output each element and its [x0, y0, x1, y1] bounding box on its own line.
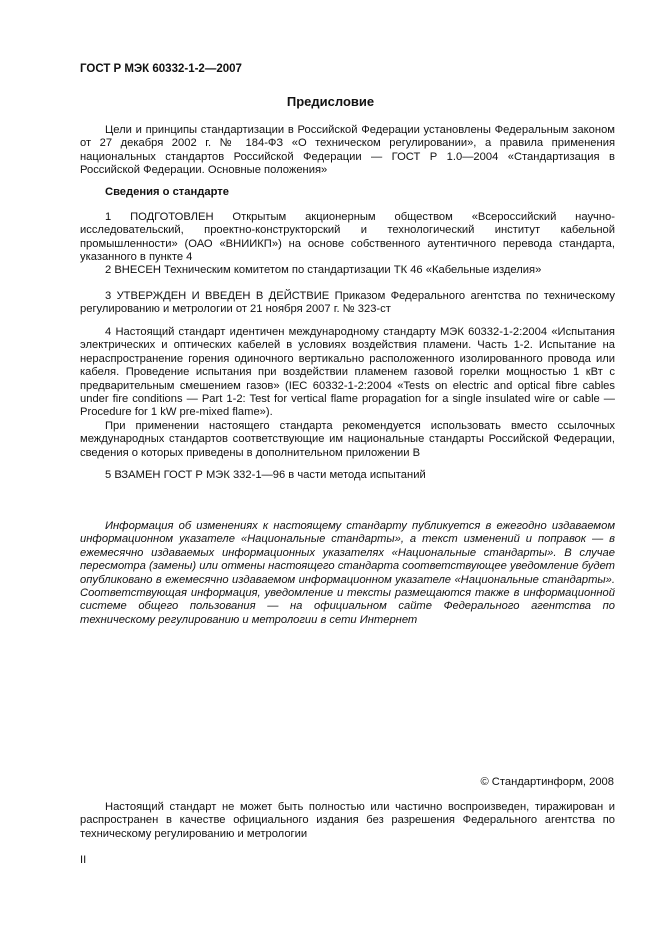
- item-2: [80, 264, 615, 277]
- intro-paragraph: [80, 124, 615, 178]
- item-text: 2 ВНЕСЕН Техническим комитетом по стандартизации ТК 46 «Кабельные изделия»: [105, 264, 542, 276]
- document-header: ГОСТ Р МЭК 60332-1-2—2007: [80, 63, 242, 75]
- subheading: Сведения о стандарте: [105, 186, 229, 198]
- item-text: 5 ВЗАМЕН ГОСТ Р МЭК 332-1—96 в части метода испытаний: [105, 469, 426, 481]
- item-4: [80, 326, 615, 460]
- intro-text: Цели и принципы стандартизации в Российской Федерации установлены Федеральным законом от 27 декабря 2002 г. № 184-ФЗ «О техническом регулировании», а правила применения национальных стандартов Российской Федерации — ГОСТ Р 1.0—2004 «Стандартизация в Российской Федерации. Основные положения»: [80, 124, 615, 177]
- item-text: При применении настоящего стандарта рекомендуется использовать вместо ссылочных международных стандартов соответствующие им национальные стандарты Российской Федерации, сведения о которых приведены в дополнительном приложении В: [80, 419, 615, 459]
- info-notice: [80, 520, 615, 627]
- reproduction-notice-text: Настоящий стандарт не может быть полностью или частично воспроизведен, тиражирован и распространен в качестве официального издания без разрешения Федерального агентства по техническому регулированию и метрологии: [80, 801, 615, 840]
- info-notice-text: Информация об изменениях к настоящему стандарту публикуется в ежегодно издаваемом информационном указателе «Национальные стандарты», а текст изменений и поправок — в ежемесячно издаваемых информационных указателях «Национальные стандарты». В случае пересмотра (замены) или отмены настоящего стандарта соответствующее уведомление будет опубликовано в ежемесячно издаваемом информационном указателе «Национальные стандарты». Соответствующая информация, уведомление и тексты размещаются также в информационной системе общего пользования — на официальном сайте Федерального агентства по техническому регулированию и метрологии в сети Интернет: [80, 520, 615, 626]
- page-number: II: [80, 854, 87, 866]
- item-text: 1 ПОДГОТОВЛЕН Открытым акционерным обществом «Всероссийский научно-исследовательский, проектно-конструкторский и технологический институт кабельной промышленности» (ОАО «ВНИИКП») на основе собственного аутентичного перевода стандарта, указанного в пункте 4: [80, 211, 615, 264]
- item-5: [80, 469, 615, 482]
- item-1: [80, 211, 615, 265]
- copyright: © Стандартинформ, 2008: [480, 776, 614, 788]
- item-text: 4 Настоящий стандарт идентичен международному стандарту МЭК 60332-1-2:2004 «Испытания электрических и оптических кабелей в условиях воздействия пламени. Часть 1-2. Испытание на нераспространение горения одиночного вертикально расположенного изолированного провода или кабеля. Проведение испытания при воздействии пламенем газовой горелки мощностью 1 кВт с предварительным смешением газов» (IEC 60332-1-2:2004 «Tests on electric and optical fibre cables under fire conditions — Part 1-2: Test for vertical flame propagation for a single insulated wire or cable — Procedure for 1 kW pre-mixed flame»).: [80, 326, 615, 419]
- reproduction-notice: [80, 801, 615, 841]
- item-text: 3 УТВЕРЖДЕН И ВВЕДЕН В ДЕЙСТВИЕ Приказом Федерального агентства по техническому регулированию и метрологии от 21 ноября 2007 г. № 323-ст: [80, 290, 615, 316]
- page-title: Предисловие: [286, 94, 375, 109]
- item-3: [80, 290, 615, 317]
